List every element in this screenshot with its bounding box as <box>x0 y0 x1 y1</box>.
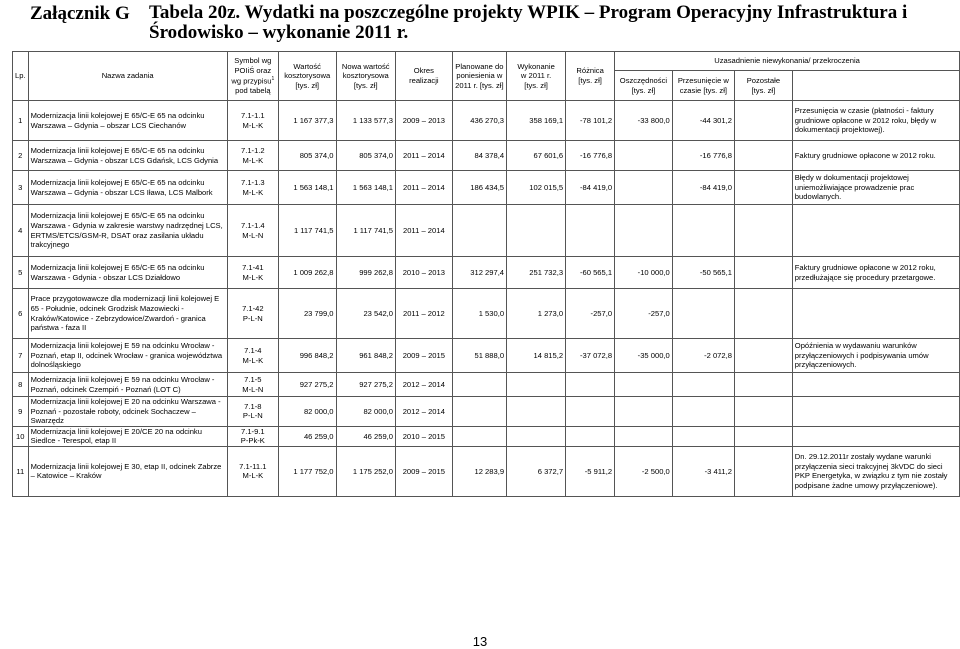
table-row <box>13 171 960 205</box>
row-savings: -35 000,0 <box>615 339 673 373</box>
row-new-value: 1 117 741,5 <box>336 205 396 257</box>
col-delay-line1: Przesunięcie w <box>677 75 729 85</box>
col-value-line1: Wartość <box>293 61 321 71</box>
row-planned: 436 270,3 <box>452 101 506 141</box>
row-savings <box>615 426 673 446</box>
row-period-start: 2012 <box>402 406 420 416</box>
row-other <box>734 397 792 427</box>
row-symbol-type: M-L-K <box>242 120 264 130</box>
row-other <box>734 171 792 205</box>
row-diff: -5 911,2 <box>566 446 615 496</box>
col-other-line2: [tys. zł] <box>751 85 776 95</box>
row-lp: 2 <box>13 141 29 171</box>
row-delay <box>672 426 734 446</box>
row-other <box>734 205 792 257</box>
row-planned <box>452 426 506 446</box>
row-lp: 1 <box>13 101 29 141</box>
row-symbol-type: P-Pk-K <box>240 436 265 446</box>
row-symbol-type: M-L-K <box>242 155 264 165</box>
row-new-value: 46 259,0 <box>336 426 396 446</box>
row-symbol-code: 7.1-1.1 <box>241 110 265 120</box>
row-savings <box>615 397 673 427</box>
col-symbol <box>227 52 278 101</box>
col-lp: Lp. <box>13 52 29 101</box>
row-note: Przesunięcia w czasie (płatności - faktury grudniowe opłacone w 2012 roku, błędy w dokumentacji projektowej). <box>792 101 959 141</box>
row-diff: -16 776,8 <box>566 141 615 171</box>
row-planned <box>452 373 506 397</box>
row-other <box>734 446 792 496</box>
col-new-value <box>336 52 396 101</box>
col-delay-line2: czasie <box>679 85 702 95</box>
col-symbol-footnote: 1 <box>271 76 275 83</box>
row-symbol-code: 7.1-1.3 <box>241 177 265 187</box>
row-other <box>734 101 792 141</box>
row-name: Modernizacja linii kolejowej E 65/C-E 65 na odcinku Warszawa – Gdynia – obszar LCS Ciechanów <box>28 101 227 141</box>
col-value <box>278 52 336 101</box>
table-row <box>13 426 960 446</box>
row-period-start: 2010 <box>402 431 420 441</box>
row-symbol <box>227 373 278 397</box>
row-name: Modernizacja linii kolejowej E 65/C-E 65 na odcinku Warszawa - Gdynia w zakresie warstwy nadrzędnej LCS, ERTMS/ETCS/GSM-R, DSAT oraz zasilania układu trakcyjnego <box>28 205 227 257</box>
row-period <box>396 446 453 496</box>
row-symbol <box>227 101 278 141</box>
row-period <box>396 373 453 397</box>
row-note: Opóźnienia w wydawaniu warunków przyłączeniowych i podpisywania umów przyłączeniowych. <box>792 339 959 373</box>
row-new-value: 23 542,0 <box>336 289 396 339</box>
row-period-sep: – <box>419 115 429 125</box>
row-lp: 6 <box>13 289 29 339</box>
row-diff: -37 072,8 <box>566 339 615 373</box>
table-row <box>13 205 960 257</box>
row-delay <box>672 397 734 427</box>
row-note <box>792 205 959 257</box>
col-other-line1: Pozostałe <box>746 75 781 85</box>
row-period-sep: – <box>419 267 429 277</box>
row-period <box>396 339 453 373</box>
row-new-value: 961 848,2 <box>336 339 396 373</box>
row-period-start: 2011 <box>402 225 420 235</box>
col-name: Nazwa zadania <box>28 52 227 101</box>
col-symbol-line3: pod tabelą <box>235 86 271 96</box>
row-name: Modernizacja linii kolejowej E 65/C-E 65 na odcinku Warszawa – Gdynia - obszar LCS Gdańsk, LCS Gdynia <box>28 141 227 171</box>
row-symbol-type: P-L-N <box>242 411 263 421</box>
col-period-line1: Okres <box>413 66 434 76</box>
row-executed: 14 815,2 <box>507 339 566 373</box>
row-value: 1 563 148,1 <box>278 171 336 205</box>
row-period-end: 2014 <box>427 225 445 235</box>
table-row <box>13 289 960 339</box>
row-planned: 12 283,9 <box>452 446 506 496</box>
row-savings <box>615 171 673 205</box>
row-executed: 67 601,6 <box>507 141 566 171</box>
row-lp: 5 <box>13 257 29 289</box>
col-delay-line3: [tys. zł] <box>703 85 727 95</box>
row-name: Modernizacja linii kolejowej E 20 na odcinku Warszawa - Poznań - pozostałe roboty, odcinek Sochaczew – Swarzędz <box>28 397 227 427</box>
row-delay: -2 072,8 <box>672 339 734 373</box>
row-savings: -10 000,0 <box>615 257 673 289</box>
row-period-start: 2011 <box>402 182 420 192</box>
table-row <box>13 446 960 496</box>
row-value: 1 009 262,8 <box>278 257 336 289</box>
row-diff <box>566 205 615 257</box>
row-period-start: 2011 <box>402 308 420 318</box>
row-period-start: 2010 <box>402 267 420 277</box>
attachment-label: Załącznik G <box>30 3 130 24</box>
row-symbol <box>227 339 278 373</box>
row-executed <box>507 426 566 446</box>
row-value: 1 167 377,3 <box>278 101 336 141</box>
row-value: 1 177 752,0 <box>278 446 336 496</box>
row-period-sep: – <box>419 150 428 160</box>
row-lp: 3 <box>13 171 29 205</box>
col-delay <box>672 71 734 101</box>
row-new-value: 82 000,0 <box>336 397 396 427</box>
row-savings <box>615 373 673 397</box>
col-planned-line3: 2011 r. [tys. zł] <box>455 80 504 90</box>
row-period <box>396 205 453 257</box>
col-executed <box>507 52 566 101</box>
col-planned-line1: Planowane do <box>455 61 504 71</box>
row-period-sep: – <box>419 431 429 441</box>
row-value: 23 799,0 <box>278 289 336 339</box>
row-new-value: 805 374,0 <box>336 141 396 171</box>
col-diff-line1: Różnica <box>576 66 604 76</box>
row-symbol-code: 7.1-42 <box>242 303 264 313</box>
row-value: 996 848,2 <box>278 339 336 373</box>
col-period <box>396 52 453 101</box>
col-planned-line2: poniesienia w <box>456 71 503 81</box>
row-lp: 9 <box>13 397 29 427</box>
row-period-end: 2015 <box>428 350 445 360</box>
row-symbol <box>227 446 278 496</box>
col-executed-line1: Wykonanie <box>517 61 555 71</box>
row-delay: -44 301,2 <box>672 101 734 141</box>
row-planned: 84 378,4 <box>452 141 506 171</box>
row-name: Modernizacja linii kolejowej E 65/C-E 65 na odcinku Warszawa - Gdynia - obszar LCS Działdowo <box>28 257 227 289</box>
row-period <box>396 141 453 171</box>
row-executed: 6 372,7 <box>507 446 566 496</box>
row-period-end: 2014 <box>428 379 445 389</box>
row-name: Modernizacja linii kolejowej E 59 na odcinku Wrocław - Poznań, etap II, odcinek Wrocław - granica województwa dolnośląskiego <box>28 339 227 373</box>
row-executed: 102 015,5 <box>507 171 566 205</box>
col-justification: Uzasadnienie niewykonania/ przekroczenia <box>615 52 960 71</box>
row-period <box>396 289 453 339</box>
row-delay <box>672 289 734 339</box>
table-row <box>13 257 960 289</box>
row-symbol-code: 7.1-11.1 <box>239 461 267 471</box>
row-executed: 1 273,0 <box>507 289 566 339</box>
row-lp: 8 <box>13 373 29 397</box>
row-planned: 312 297,4 <box>452 257 506 289</box>
row-period <box>396 397 453 427</box>
col-savings <box>615 71 673 101</box>
row-delay: -16 776,8 <box>672 141 734 171</box>
col-savings-line1: Oszczędności <box>619 75 668 85</box>
row-symbol-code: 7.1-4 <box>244 345 262 355</box>
row-value: 82 000,0 <box>278 397 336 427</box>
row-symbol <box>227 205 278 257</box>
row-diff: -257,0 <box>566 289 615 339</box>
row-symbol-code: 7.1-5 <box>244 374 262 384</box>
row-symbol-code: 7.1-41 <box>242 262 264 272</box>
row-symbol <box>227 397 278 427</box>
row-period <box>396 257 453 289</box>
row-period-sep: – <box>419 466 429 476</box>
col-diff <box>566 52 615 101</box>
row-executed: 358 169,1 <box>507 101 566 141</box>
row-period-start: 2011 <box>402 150 420 160</box>
row-symbol-type: M-L-K <box>242 272 264 282</box>
row-symbol <box>227 426 278 446</box>
row-savings <box>615 141 673 171</box>
row-symbol-type: M-L-K <box>242 187 264 197</box>
row-new-value: 1 133 577,3 <box>336 101 396 141</box>
row-period-start: 2009 <box>402 350 420 360</box>
col-period-line2: realizacji <box>409 76 439 85</box>
row-period-start: 2012 <box>402 379 420 389</box>
col-savings-line2: [tys. zł] <box>631 85 656 95</box>
col-new-value-line1: Nowa wartość <box>341 61 390 71</box>
row-note: Faktury grudniowe opłacone w 2012 roku, przedłużające się procedury przetargowe. <box>792 257 959 289</box>
row-symbol <box>227 171 278 205</box>
table-row <box>13 373 960 397</box>
row-new-value: 1 175 252,0 <box>336 446 396 496</box>
row-planned: 186 434,5 <box>452 171 506 205</box>
row-symbol-type: M-L-K <box>242 355 264 365</box>
row-planned <box>452 205 506 257</box>
row-diff <box>566 397 615 427</box>
row-lp: 7 <box>13 339 29 373</box>
col-value-line3: [tys. zł] <box>295 80 320 90</box>
row-period-sep: – <box>419 182 428 192</box>
row-delay: -50 565,1 <box>672 257 734 289</box>
row-executed <box>507 373 566 397</box>
row-period-start: 2009 <box>402 466 420 476</box>
row-name: Modernizacja linii kolejowej E 59 na odcinku Wrocław - Poznań, odcinek Czempiń - Poznań (LOT C) <box>28 373 227 397</box>
row-executed <box>507 205 566 257</box>
row-name: Modernizacja linii kolejowej E 30, etap II, odcinek Zabrze – Katowice – Kraków <box>28 446 227 496</box>
table-row <box>13 101 960 141</box>
row-period-sep: – <box>419 406 429 416</box>
col-note <box>792 71 959 101</box>
row-period-sep: – <box>419 308 428 318</box>
col-symbol-line2: wg przypisu <box>231 76 272 86</box>
page-number: 13 <box>472 634 488 649</box>
col-other <box>734 71 792 101</box>
row-diff: -84 419,0 <box>566 171 615 205</box>
table-title: Tabela 20z. Wydatki na poszczególne projekty WPIK – Program Operacyjny Infrastruktura i Środowisko – wykonanie 2011 r. <box>149 2 908 43</box>
row-note: Faktury grudniowe opłacone w 2012 roku. <box>792 141 959 171</box>
row-lp: 11 <box>13 446 29 496</box>
row-executed: 251 732,3 <box>507 257 566 289</box>
row-savings: -2 500,0 <box>615 446 673 496</box>
row-symbol-type: M-L-N <box>242 384 264 394</box>
row-planned: 1 530,0 <box>452 289 506 339</box>
row-delay: -84 419,0 <box>672 171 734 205</box>
row-symbol <box>227 141 278 171</box>
row-period-end: 2014 <box>427 150 445 160</box>
col-diff-line2: [tys. zł] <box>578 76 602 85</box>
row-other <box>734 141 792 171</box>
row-name: Modernizacja linii kolejowej E 65/C-E 65 na odcinku Warszawa – Gdynia - obszar LCS Iława, LCS Malbork <box>28 171 227 205</box>
table-row <box>13 339 960 373</box>
row-period-end: 2015 <box>428 431 445 441</box>
row-period-sep: – <box>419 379 429 389</box>
row-delay: -3 411,2 <box>672 446 734 496</box>
row-name: Prace przygotowawcze dla modernizacji linii kolejowej E 65 - Południe, odcinek Grodzisk Mazowiecki - Kraków/Katowice - Zebrzydowice/Zwardoń - granica państwa - faza II <box>28 289 227 339</box>
col-new-value-line3: [tys. zł] <box>353 80 378 90</box>
row-period-end: 2015 <box>428 466 445 476</box>
row-note <box>792 373 959 397</box>
row-lp: 4 <box>13 205 29 257</box>
row-new-value: 927 275,2 <box>336 373 396 397</box>
col-planned <box>452 52 506 101</box>
row-savings: -33 800,0 <box>615 101 673 141</box>
row-period-end: 2012 <box>427 308 445 318</box>
row-lp: 10 <box>13 426 29 446</box>
row-other <box>734 289 792 339</box>
row-period-sep: – <box>419 225 428 235</box>
row-other <box>734 339 792 373</box>
row-other <box>734 257 792 289</box>
row-symbol-code: 7.1-8 <box>244 401 262 411</box>
row-note <box>792 289 959 339</box>
table-body <box>13 101 960 497</box>
row-diff <box>566 373 615 397</box>
row-executed <box>507 397 566 427</box>
row-symbol <box>227 289 278 339</box>
row-savings <box>615 205 673 257</box>
row-delay <box>672 373 734 397</box>
row-symbol-code: 7.1-1.4 <box>241 220 265 230</box>
col-symbol-line1: Symbol wg POIiŚ oraz <box>234 56 272 75</box>
expenditure-table <box>12 51 960 497</box>
row-symbol-code: 7.1-1.2 <box>241 145 265 155</box>
row-note: Dn. 29.12.2011r zostały wydane warunki przyłączenia sieci trakcyjnej 3kVDC do sieci PKP Energetyka, w związku z tym nie zostały podpisane żadne umowy przyłączeniowe). <box>792 446 959 496</box>
col-executed-line3: [tys. zł] <box>524 80 548 90</box>
row-period <box>396 101 453 141</box>
row-savings: -257,0 <box>615 289 673 339</box>
row-note <box>792 397 959 427</box>
row-value: 927 275,2 <box>278 373 336 397</box>
row-diff: -78 101,2 <box>566 101 615 141</box>
row-delay <box>672 205 734 257</box>
row-new-value: 999 262,8 <box>336 257 396 289</box>
col-new-value-line2: kosztorysowa <box>342 71 389 81</box>
row-period-end: 2013 <box>428 267 445 277</box>
row-planned <box>452 397 506 427</box>
row-other <box>734 426 792 446</box>
row-value: 805 374,0 <box>278 141 336 171</box>
row-value: 1 117 741,5 <box>278 205 336 257</box>
row-diff <box>566 426 615 446</box>
row-symbol-code: 7.1-9.1 <box>241 426 265 436</box>
row-symbol <box>227 257 278 289</box>
row-name: Modernizacja linii kolejowej E 20/CE 20 na odcinku Siedlce - Terespol, etap II <box>28 426 227 446</box>
row-other <box>734 373 792 397</box>
table-row <box>13 397 960 427</box>
row-note <box>792 426 959 446</box>
row-planned: 51 888,0 <box>452 339 506 373</box>
row-symbol-type: P-L-N <box>242 313 263 323</box>
row-symbol-type: M-L-K <box>242 471 264 481</box>
row-value: 46 259,0 <box>278 426 336 446</box>
row-note: Błędy w dokumentacji projektowej uniemożliwiające prowadzenie prac budowlanych. <box>792 171 959 205</box>
row-new-value: 1 563 148,1 <box>336 171 396 205</box>
table-row <box>13 141 960 171</box>
row-period <box>396 426 453 446</box>
col-value-line2: kosztorysowa <box>284 71 331 81</box>
row-period-end: 2014 <box>428 406 445 416</box>
row-diff: -60 565,1 <box>566 257 615 289</box>
row-period-end: 2013 <box>428 115 445 125</box>
row-period-start: 2009 <box>402 115 420 125</box>
col-executed-line2: w 2011 r. <box>520 71 552 81</box>
row-period-end: 2014 <box>427 182 445 192</box>
row-symbol-type: M-L-N <box>242 230 264 240</box>
row-period <box>396 171 453 205</box>
row-period-sep: – <box>419 350 429 360</box>
